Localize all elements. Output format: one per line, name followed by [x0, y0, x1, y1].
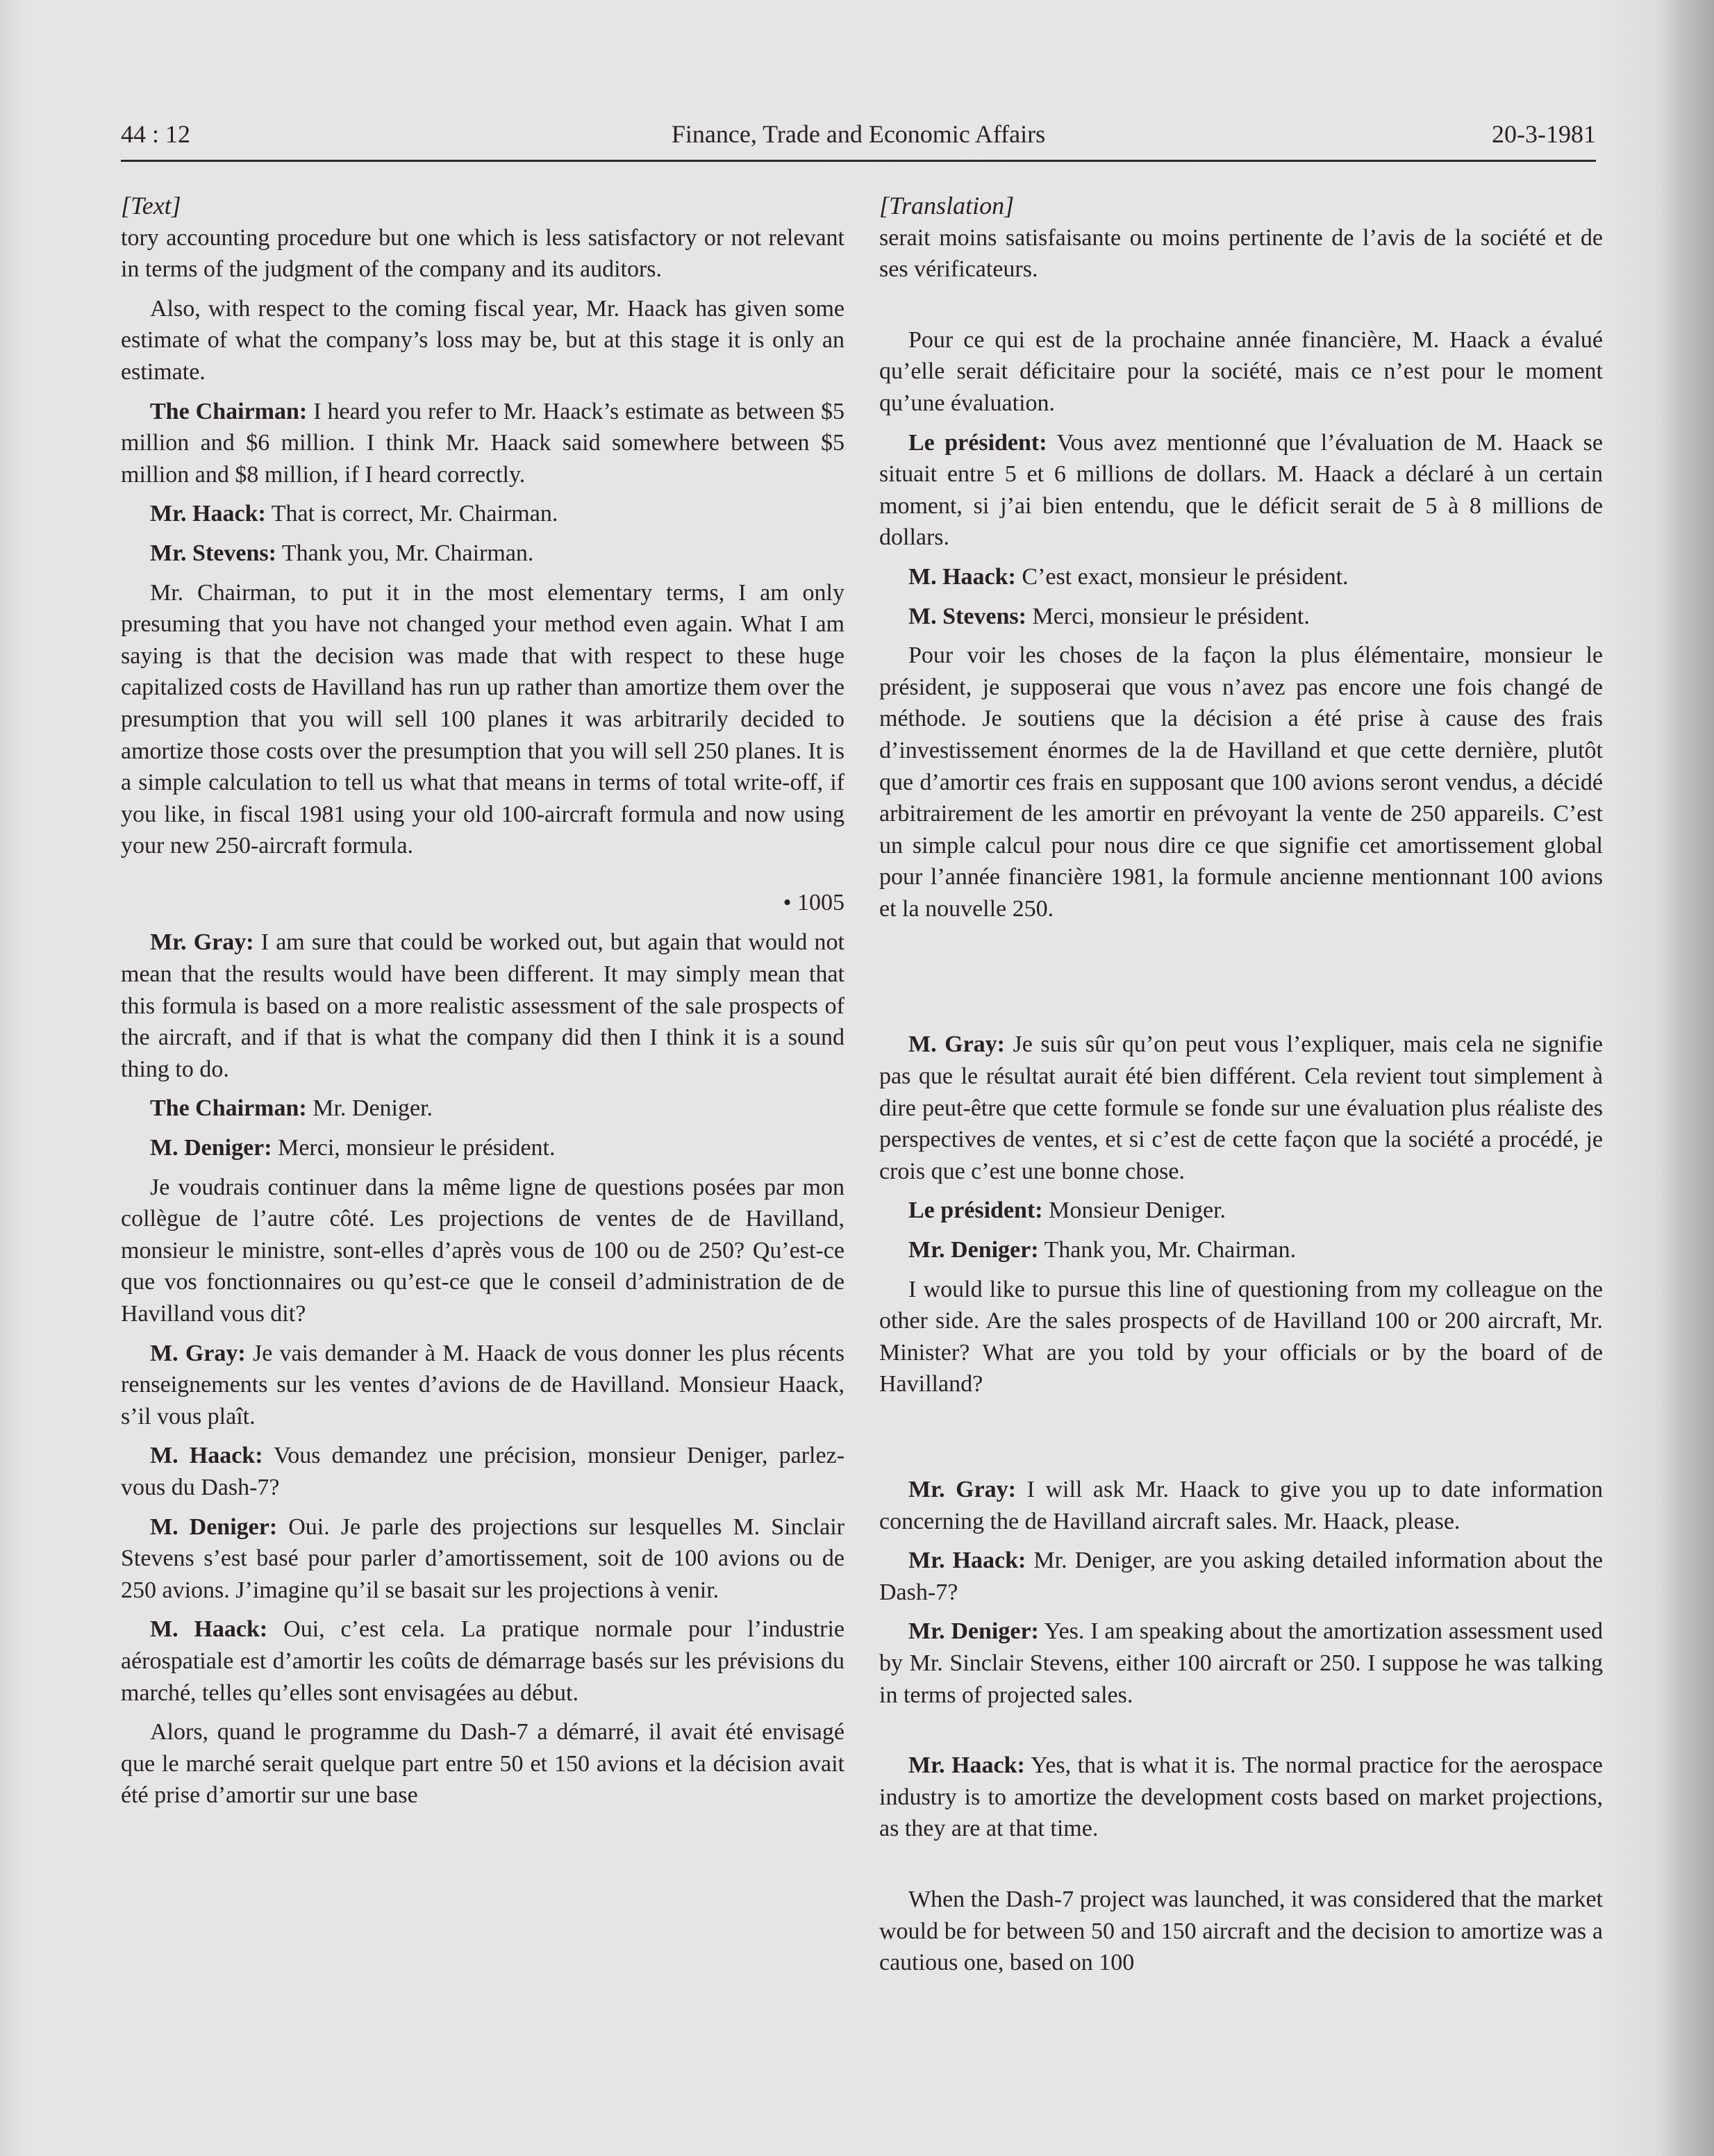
paragraph: Pour voir les choses de la façon la plus élémentaire, monsieur le président, je supposerai que vous n’avez pas encore une fois changé de méthode. Je soutiens que la décision a été prise à cause des frais d’investissement énormes de la de Havilland et que cette dernière, plutôt que d’amortir ces frais en supposant que 100 avions seront vendus, a décidé arbitrairement de les amortir en prévoyant la vente de 250 appareils. C’est un simple calcul pour nous dire ce que signifie cet amortissement global pour l’année financière 1981, la formule ancienne mentionnant 100 avions et la nouvelle 250. — [879, 642, 1603, 922]
speech-text: Vous avez mentionné que l’évaluation de M. Haack se situait entre 5 et 6 millions de dollars. M. Haack a déclaré à un certain moment, si j’ai bien entendu, que le déficit serait de 5 à 8 millions de dollars. — [879, 429, 1604, 551]
speech-text: Vous demandez une précision, monsieur Deniger, parlez-vous du Dash-7? — [121, 1443, 845, 1500]
speaker-name: M. Haack: — [908, 563, 1016, 590]
speech-text: Yes. I am speaking about the amortization assessment used by Mr. Sinclair Stevens, either 100 aircraft or 250. I suppose he was talking in terms of projected sales. — [879, 1618, 1603, 1708]
paragraph — [879, 1750, 1603, 1845]
speaker-name: Le président: — [908, 1197, 1043, 1224]
paragraph — [121, 1338, 844, 1433]
paragraph: When the Dash-7 project was launched, it was considered that the market would be for between 50 and 150 aircraft and the decision to amortize was a cautious one, based on 100 — [879, 1886, 1603, 1976]
paragraph: Also, with respect to the coming fiscal year, Mr. Haack has given some estimate of what the company’s loss may be, but at this stage it is only an estimate. — [121, 295, 844, 385]
paragraph — [879, 1234, 1603, 1266]
speaker-name: Mr. Gray: — [908, 1477, 1016, 1502]
paragraph — [879, 601, 1603, 633]
speech-text: Je suis sûr qu’on peut vous l’expliquer, mais cela ne signifie pas que le résultat aurait été bien différent. Cela revient tout simplement à dire peut-être que cette formule se fonde sur une évaluation plus réaliste des perspectives de ventes, et si c’est de cette façon que la société a procédé, je crois que c’est une bonne chose. — [879, 1031, 1604, 1184]
paragraph — [879, 1474, 1603, 1537]
paragraph: Je voudrais continuer dans la même ligne de questions posées par mon collègue de l’autre côté. Les projections de ventes de de Havilland, monsieur le ministre, sont-elles d’après vous de 100 ou de 250? Qu’est-ce que vos fonctionnaires ou qu’est-ce que le conseil d’administration de de Havilland vous dit? — [121, 1174, 844, 1327]
paragraph — [121, 1440, 844, 1503]
publication-title: Finance, Trade and Economic Affairs — [671, 120, 1046, 148]
paragraph: serait moins satisfaisante ou moins pertinente de l’avis de la société et de ses vérificateurs. — [879, 224, 1603, 283]
speech-text: I heard you refer to Mr. Haack’s estimate as between $5 million and $6 million. I think Mr. Haack said somewhere between $5 million and $8 million, if I heard correctly. — [121, 398, 844, 488]
speech-text: That is correct, Mr. Chairman. — [265, 501, 558, 527]
speaker-name: M. Gray: — [150, 1340, 246, 1366]
speaker-name: Mr. Stevens: — [150, 540, 276, 566]
paragraph — [879, 1195, 1603, 1227]
right-column-label: [Translation] — [879, 192, 1015, 219]
speaker-name: Mr. Deniger: — [908, 1618, 1039, 1645]
speaker-name: M. Stevens: — [908, 603, 1026, 629]
speaker-name: Le président: — [908, 429, 1047, 456]
paragraph — [121, 498, 844, 530]
paragraph — [121, 1614, 844, 1709]
speech-text: I will ask Mr. Haack to give you up to date information concerning the de Havilland aircraft sales. Mr. Haack, please. — [879, 1477, 1603, 1534]
speaker-name: M. Haack: — [150, 1443, 263, 1469]
speech-text: Monsieur Deniger. — [1042, 1197, 1226, 1224]
speech-text: Yes, that is what it is. The normal practice for the aerospace industry is to amortize the development costs based on market projections, as they are at that time. — [879, 1752, 1603, 1842]
paragraph: Pour ce qui est de la prochaine année financière, M. Haack a évalué qu’elle serait déficitaire pour la société, mais ce n’est pour le moment qu’une évaluation. — [879, 326, 1603, 416]
left-column — [121, 190, 844, 1819]
speech-text: Thank you, Mr. Chairman. — [276, 540, 534, 566]
speech-text: Oui. Je parle des projections sur lesquelles M. Sinclair Stevens s’est basé pour parler d’amortissement, soit de 100 avions ou de 250 avions. J’imagine qu’il se basait sur les projections à venir. — [121, 1514, 844, 1603]
time-marker: • 1005 — [783, 889, 844, 915]
speech-text: Oui, c’est cela. La pratique normale pour l’industrie aérospatiale est d’amortir les coûts de démarrage basés sur les prévisions du marché, telles qu’elles sont envisagées au début. — [121, 1616, 844, 1706]
speech-text: Mr. Deniger. — [306, 1095, 433, 1122]
speech-text: Je vais demander à M. Haack de vous donner les plus récents renseignements sur les ventes d’avions de de Havilland. Monsieur Haack, s’il vous plaît. — [121, 1340, 845, 1429]
speech-text: Thank you, Mr. Chairman. — [1038, 1237, 1297, 1263]
paragraph — [121, 396, 844, 491]
paragraph — [879, 1029, 1603, 1187]
speech-text: I am sure that could be worked out, but again that would not mean that the results would have been different. It may simply mean that this formula is based on a more realistic assessment of the sale prospects of the aircraft, and if that is what the company did then I think it is a sound thing to do. — [121, 929, 844, 1082]
paragraph — [879, 427, 1603, 554]
speech-text: C’est exact, monsieur le président. — [1015, 563, 1349, 590]
speaker-name: Mr. Deniger: — [908, 1237, 1039, 1263]
speech-text: Merci, monsieur le président. — [1026, 603, 1310, 629]
paragraph — [121, 1132, 844, 1164]
speaker-name: Mr. Haack: — [150, 501, 266, 527]
paragraph: tory accounting procedure but one which is less satisfactory or not relevant in terms of the judgment of the company and its auditors. — [121, 224, 844, 283]
paragraph: Mr. Chairman, to put it in the most elementary terms, I am only presuming that you have not changed your method even again. What I am saying is that the decision was made that with respect to these huge capitalized costs de Havilland has run up rather than amortize them over the presumption that you will sell 100 planes it was arbitrarily decided to amortize those costs over the presumption that you will sell 250 planes. It is a simple calculation to tell us what that means in terms of total write-off, if you like, in fiscal 1981 using your old 100-aircraft formula and now using your new 250-aircraft formula. — [121, 579, 844, 859]
right-column — [879, 190, 1603, 1987]
left-column-label: [Text] — [121, 192, 181, 219]
paragraph — [879, 1616, 1603, 1711]
paragraph — [121, 927, 844, 1085]
running-header — [121, 117, 1596, 162]
speech-text: Merci, monsieur le président. — [272, 1135, 556, 1161]
speaker-name: Mr. Gray: — [150, 929, 254, 956]
speaker-name: Mr. Haack: — [908, 1548, 1026, 1574]
paragraph — [121, 1511, 844, 1607]
speaker-name: M. Deniger: — [150, 1135, 272, 1161]
page-number: 44 : 12 — [121, 120, 191, 148]
speaker-name: The Chairman: — [150, 1095, 307, 1122]
speaker-name: M. Haack: — [150, 1616, 268, 1643]
speech-text: Mr. Deniger, are you asking detailed information about the Dash-7? — [879, 1548, 1603, 1605]
paragraph — [879, 561, 1603, 593]
paragraph — [121, 538, 844, 570]
speaker-name: M. Deniger: — [150, 1514, 278, 1540]
speaker-name: The Chairman: — [150, 398, 308, 424]
paragraph — [121, 1093, 844, 1125]
paragraph: Alors, quand le programme du Dash-7 a démarré, il avait été envisagé que le marché serait quelque part entre 50 et 150 avions et la décision avait été prise d’amortir sur une base — [121, 1719, 844, 1809]
speaker-name: M. Gray: — [908, 1031, 1005, 1058]
header-date: 20-3-1981 — [1492, 120, 1596, 148]
paragraph — [879, 1545, 1603, 1608]
speaker-name: Mr. Haack: — [908, 1752, 1025, 1779]
paragraph: I would like to pursue this line of questioning from my colleague on the other side. Are the sales prospects of de Havilland 100 or 200 aircraft, Mr. Minister? What are you told by your officials or by the board of de Havilland? — [879, 1276, 1603, 1398]
